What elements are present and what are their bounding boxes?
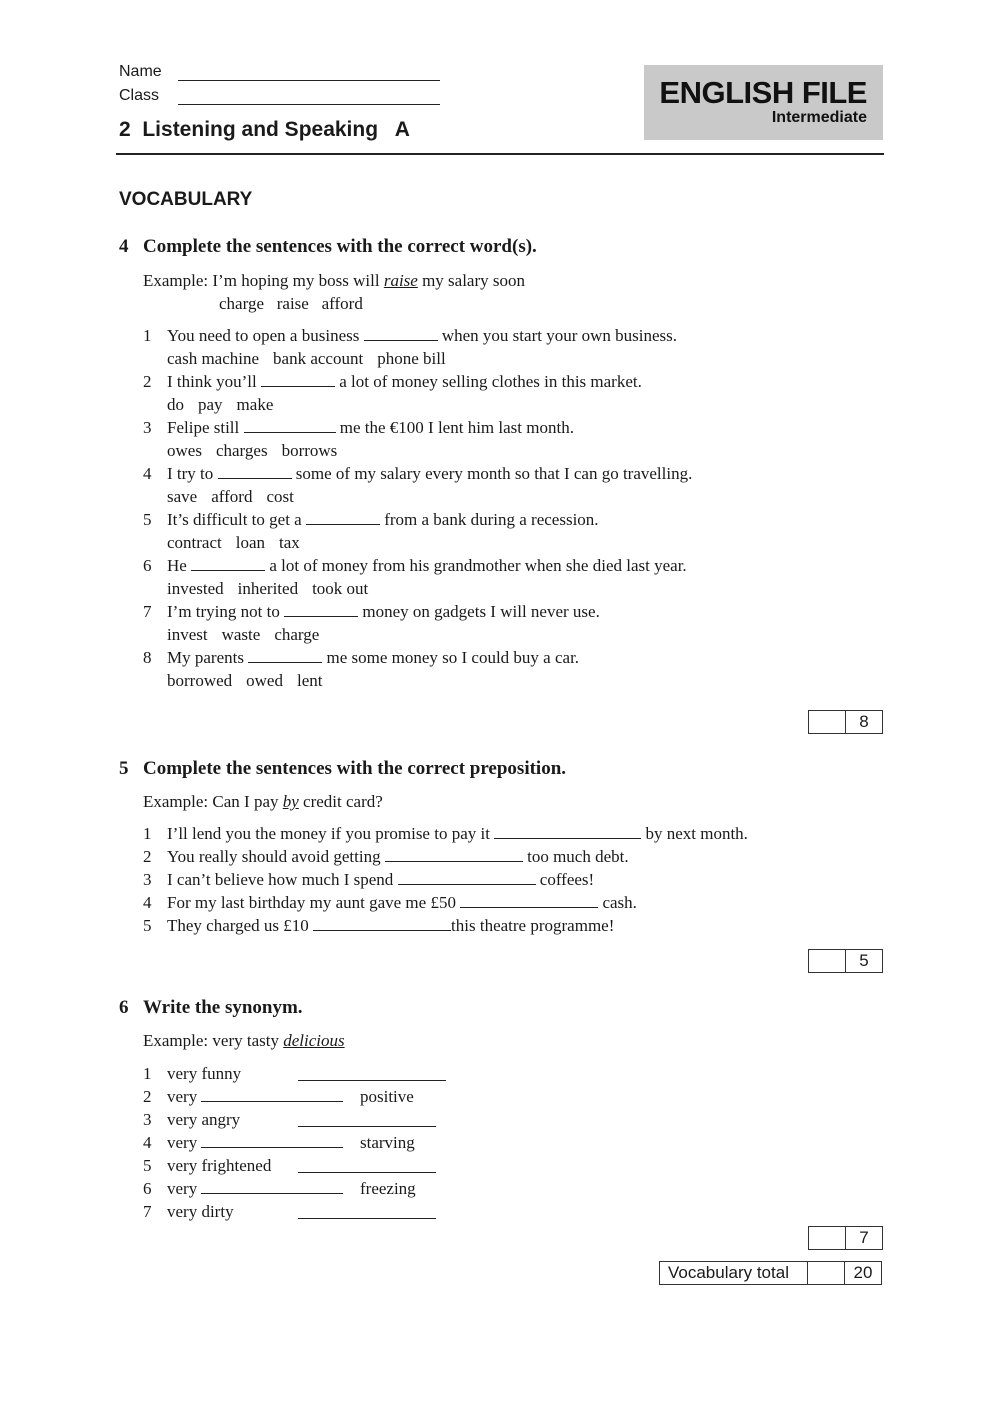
section-title: VOCABULARY bbox=[119, 189, 253, 210]
vocabulary-total-box bbox=[659, 1261, 882, 1285]
item-text: this theatre programme! bbox=[451, 916, 615, 935]
example-answer: by bbox=[282, 792, 299, 811]
item-number: 5 bbox=[143, 1156, 152, 1175]
option: owes bbox=[167, 441, 202, 460]
option: invest bbox=[167, 625, 208, 644]
task6-score-box bbox=[808, 1226, 883, 1250]
option: charge bbox=[274, 625, 320, 644]
score-max: 8 bbox=[859, 712, 869, 731]
answer-blank[interactable] bbox=[385, 848, 523, 862]
list-item bbox=[143, 914, 748, 937]
option: pay bbox=[198, 395, 223, 414]
item-text: me some money so I could buy a car. bbox=[322, 648, 580, 667]
option: cash machine bbox=[167, 349, 260, 368]
item-text: I can’t believe how much I spend bbox=[167, 870, 398, 889]
list-item bbox=[143, 891, 748, 914]
task5-score-box bbox=[808, 949, 883, 973]
item-number: 6 bbox=[143, 1179, 152, 1198]
list-item bbox=[143, 1177, 463, 1200]
item-text: You really should avoid getting bbox=[167, 847, 385, 866]
item-text: For my last birthday my aunt gave me £50 bbox=[167, 893, 461, 912]
item-word: starving bbox=[360, 1133, 415, 1152]
item-text: very dirty bbox=[167, 1202, 234, 1221]
task4-items bbox=[143, 324, 692, 692]
word-options bbox=[143, 577, 692, 600]
item-number: 1 bbox=[143, 326, 152, 345]
option: inherited bbox=[237, 579, 299, 598]
answer-blank[interactable] bbox=[494, 825, 641, 839]
answer-blank[interactable] bbox=[261, 373, 335, 387]
item-text: very angry bbox=[167, 1110, 241, 1129]
option: do bbox=[167, 395, 184, 414]
item-number: 4 bbox=[143, 893, 152, 912]
task5-heading bbox=[119, 758, 566, 780]
answer-blank[interactable] bbox=[313, 917, 451, 931]
task6-instruction: Write the synonym. bbox=[143, 997, 303, 1018]
list-item bbox=[143, 416, 692, 439]
total-entry[interactable] bbox=[808, 1262, 845, 1284]
item-number: 4 bbox=[143, 1133, 152, 1152]
answer-blank[interactable] bbox=[201, 1088, 343, 1102]
option: loan bbox=[235, 533, 266, 552]
item-number: 4 bbox=[143, 464, 152, 483]
answer-blank[interactable] bbox=[298, 1113, 436, 1127]
option: borrows bbox=[281, 441, 338, 460]
list-item bbox=[143, 600, 692, 623]
score-entry[interactable] bbox=[809, 1227, 846, 1249]
answer-blank[interactable] bbox=[284, 603, 358, 617]
header-divider bbox=[116, 153, 884, 155]
answer-blank[interactable] bbox=[364, 327, 438, 341]
task6-items bbox=[143, 1062, 463, 1223]
option: invested bbox=[167, 579, 224, 598]
item-number: 3 bbox=[143, 1110, 152, 1129]
example-text-end: credit card? bbox=[298, 792, 383, 811]
item-text: some of my salary every month so that I can go travelling. bbox=[291, 464, 693, 483]
list-item bbox=[143, 868, 748, 891]
option: save bbox=[167, 487, 198, 506]
item-text: cash. bbox=[598, 893, 637, 912]
item-text: very bbox=[167, 1133, 198, 1152]
item-text: coffees! bbox=[535, 870, 595, 889]
list-item bbox=[143, 370, 692, 393]
item-text: It’s difficult to get a bbox=[167, 510, 306, 529]
item-text: money on gadgets I will never use. bbox=[358, 602, 600, 621]
task5-items bbox=[143, 822, 748, 937]
list-item bbox=[143, 508, 692, 531]
word-options bbox=[143, 393, 692, 416]
task4-instruction: Complete the sentences with the correct word(s). bbox=[143, 236, 537, 257]
list-item bbox=[143, 324, 692, 347]
item-number: 8 bbox=[143, 648, 152, 667]
item-number: 3 bbox=[143, 418, 152, 437]
item-text: You need to open a business bbox=[167, 326, 364, 345]
option: owed bbox=[246, 671, 283, 690]
list-item bbox=[143, 554, 692, 577]
option: bank account bbox=[273, 349, 364, 368]
item-number: 5 bbox=[143, 916, 152, 935]
example-option: afford bbox=[321, 294, 363, 313]
answer-blank[interactable] bbox=[201, 1180, 343, 1194]
option: waste bbox=[221, 625, 261, 644]
item-number: 2 bbox=[143, 1087, 152, 1106]
list-item bbox=[143, 1108, 463, 1131]
answer-blank[interactable] bbox=[298, 1159, 436, 1173]
item-text: I try to bbox=[167, 464, 218, 483]
item-number: 2 bbox=[143, 847, 152, 866]
word-options bbox=[143, 669, 692, 692]
item-text: by next month. bbox=[641, 824, 748, 843]
item-number: 6 bbox=[143, 556, 152, 575]
example-text-end: my salary soon bbox=[417, 271, 526, 290]
class-field[interactable] bbox=[178, 90, 440, 105]
item-number: 5 bbox=[143, 510, 152, 529]
list-item bbox=[143, 646, 692, 669]
item-text: They charged us £10 bbox=[167, 916, 314, 935]
answer-blank[interactable] bbox=[460, 894, 598, 908]
item-text: very frightened bbox=[167, 1156, 272, 1175]
list-item bbox=[143, 845, 748, 868]
total-max: 20 bbox=[853, 1263, 873, 1282]
task5-number: 5 bbox=[119, 758, 129, 779]
item-number: 2 bbox=[143, 372, 152, 391]
class-row bbox=[119, 87, 159, 105]
item-text: very funny bbox=[167, 1064, 242, 1083]
item-text: when you start your own business. bbox=[437, 326, 678, 345]
answer-blank[interactable] bbox=[218, 465, 292, 479]
option: afford bbox=[211, 487, 253, 506]
example-text: Example: very tasty bbox=[143, 1031, 284, 1050]
list-item bbox=[143, 1131, 463, 1154]
option: borrowed bbox=[167, 671, 233, 690]
class-label: Class bbox=[119, 87, 160, 104]
item-text: My parents bbox=[167, 648, 249, 667]
answer-blank[interactable] bbox=[298, 1205, 436, 1219]
name-field[interactable] bbox=[178, 66, 440, 81]
item-text: a lot of money from his grandmother when she died last year. bbox=[265, 556, 687, 575]
item-text: I’ll lend you the money if you promise to pay it bbox=[167, 824, 495, 843]
list-item bbox=[143, 462, 692, 485]
answer-blank[interactable] bbox=[306, 511, 380, 525]
option: charges bbox=[215, 441, 268, 460]
logo-subtitle: Intermediate bbox=[771, 109, 867, 126]
item-word: freezing bbox=[360, 1179, 416, 1198]
task4-example-options bbox=[219, 292, 363, 315]
word-options bbox=[143, 623, 692, 646]
task6-number: 6 bbox=[119, 997, 129, 1018]
list-item bbox=[143, 1062, 463, 1085]
item-text: very bbox=[167, 1087, 198, 1106]
word-options bbox=[143, 485, 692, 508]
item-number: 7 bbox=[143, 602, 152, 621]
name-row bbox=[119, 63, 162, 81]
item-word: positive bbox=[360, 1087, 414, 1106]
item-text: Felipe still bbox=[167, 418, 244, 437]
option: make bbox=[236, 395, 274, 414]
score-entry[interactable] bbox=[809, 950, 846, 972]
item-number: 1 bbox=[143, 824, 152, 843]
item-number: 3 bbox=[143, 870, 152, 889]
answer-blank[interactable] bbox=[298, 1067, 446, 1081]
answer-blank[interactable] bbox=[201, 1134, 343, 1148]
list-item bbox=[143, 1200, 463, 1223]
list-item bbox=[143, 1085, 463, 1108]
example-option: raise bbox=[276, 294, 309, 313]
option: tax bbox=[279, 533, 300, 552]
score-max: 5 bbox=[859, 951, 869, 970]
option: phone bill bbox=[377, 349, 446, 368]
task5-instruction: Complete the sentences with the correct preposition. bbox=[143, 758, 567, 779]
score-max: 7 bbox=[859, 1228, 869, 1247]
word-options bbox=[143, 347, 692, 370]
english-file-logo bbox=[644, 65, 883, 140]
item-number: 1 bbox=[143, 1064, 152, 1083]
task6-example bbox=[143, 1029, 345, 1052]
unit-title: 2 Listening and Speaking A bbox=[119, 118, 410, 141]
word-options bbox=[143, 439, 692, 462]
example-answer: delicious bbox=[283, 1031, 345, 1050]
answer-blank[interactable] bbox=[244, 419, 336, 433]
example-answer: raise bbox=[383, 271, 418, 290]
score-entry[interactable] bbox=[809, 711, 846, 733]
word-options bbox=[143, 531, 692, 554]
task4-score-box bbox=[808, 710, 883, 734]
option: lent bbox=[296, 671, 323, 690]
name-label: Name bbox=[119, 63, 162, 80]
answer-blank[interactable] bbox=[248, 649, 322, 663]
item-text: I’m trying not to bbox=[167, 602, 285, 621]
option: took out bbox=[312, 579, 369, 598]
option: contract bbox=[167, 533, 222, 552]
item-text: me the €100 I lent him last month. bbox=[335, 418, 574, 437]
item-text: very bbox=[167, 1179, 198, 1198]
task4-number: 4 bbox=[119, 236, 129, 257]
logo-title: ENGLISH FILE bbox=[659, 75, 867, 110]
task6-heading bbox=[119, 997, 303, 1019]
task4-example bbox=[143, 269, 525, 292]
option: cost bbox=[266, 487, 294, 506]
list-item bbox=[143, 1154, 463, 1177]
answer-blank[interactable] bbox=[398, 871, 536, 885]
item-text: from a bank during a recession. bbox=[379, 510, 599, 529]
example-text: Example: I’m hoping my boss will bbox=[143, 271, 384, 290]
item-text: a lot of money selling clothes in this market. bbox=[334, 372, 642, 391]
item-text: I think you’ll bbox=[167, 372, 261, 391]
task5-example bbox=[143, 790, 383, 813]
task4-heading bbox=[119, 236, 537, 258]
answer-blank[interactable] bbox=[191, 557, 265, 571]
item-text: too much debt. bbox=[522, 847, 629, 866]
example-option: charge bbox=[219, 294, 264, 313]
list-item bbox=[143, 822, 748, 845]
total-label: Vocabulary total bbox=[660, 1262, 808, 1284]
item-text: He bbox=[167, 556, 192, 575]
example-text: Example: Can I pay bbox=[143, 792, 283, 811]
item-number: 7 bbox=[143, 1202, 152, 1221]
